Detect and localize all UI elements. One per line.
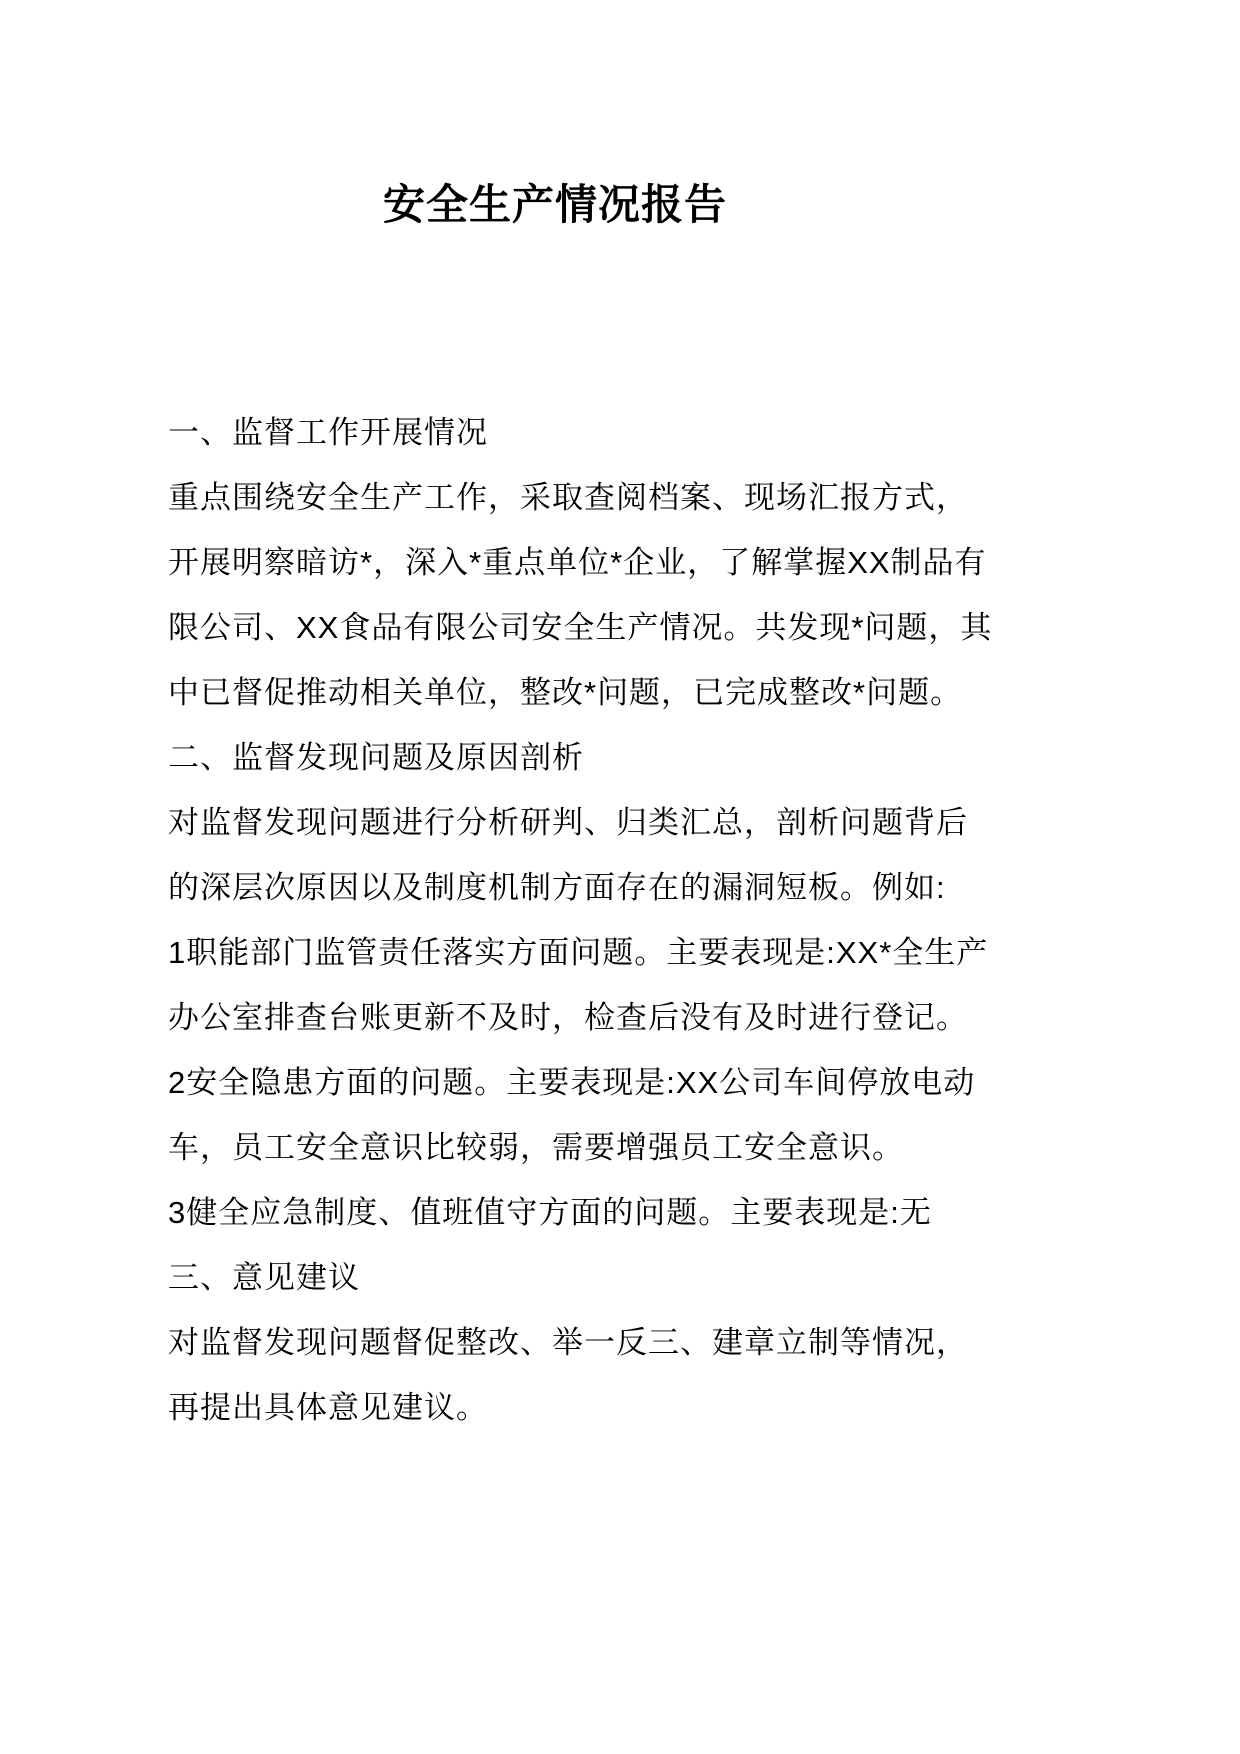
- text-line: 再提出具体意见建议。: [168, 1390, 488, 1425]
- text-line: 对监督发现问题进行分析研判、归类汇总，剖析问题背后: [168, 805, 968, 840]
- heading-line-3: 三、意见建议: [168, 1260, 360, 1295]
- text-line: 车，员工安全意识比较弱，需要增强员工安全意识。: [168, 1130, 904, 1165]
- heading-line-1: 一、监督工作开展情况: [168, 415, 488, 450]
- document-body: [168, 400, 993, 1440]
- text-line: 2安全隐患方面的问题。主要表现是:XX公司车间停放电动: [168, 1065, 976, 1100]
- text-line: 中已督促推动相关单位，整改*问题，已完成整改*问题。: [168, 675, 963, 710]
- text-line: 办公室排查台账更新不及时，检查后没有及时进行登记。: [168, 1000, 968, 1035]
- text-line: 对监督发现问题督促整改、举一反三、建章立制等情况，: [168, 1325, 968, 1360]
- text-line: 重点围绕安全生产工作，采取查阅档案、现场汇报方式，: [168, 480, 968, 515]
- text-line: 开展明察暗访*，深入*重点单位*企业，了解掌握XX制品有: [168, 545, 987, 580]
- text-line: 的深层次原因以及制度机制方面存在的漏洞短板。例如:: [168, 870, 946, 905]
- text-line: 3健全应急制度、值班值守方面的问题。主要表现是:无: [168, 1195, 932, 1230]
- text-line: 限公司、XX食品有限公司安全生产情况。共发现*问题，其: [168, 610, 993, 645]
- document-title: 安全生产情况报告: [382, 181, 727, 228]
- heading-line-2: 二、监督发现问题及原因剖析: [168, 740, 584, 775]
- text-line: 1职能部门监管责任落实方面问题。主要表现是:XX*全生产: [168, 935, 989, 970]
